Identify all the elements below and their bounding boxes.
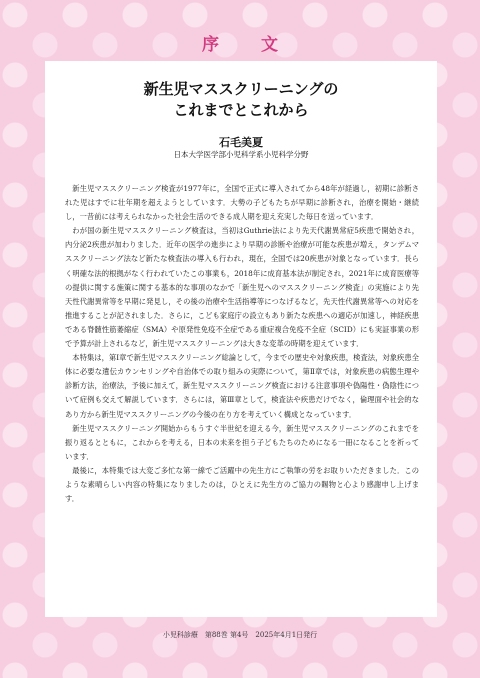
title-line-1: 新生児マススクリーニングの	[143, 80, 339, 98]
paragraph: 最後に，本特集では大変ご多忙な第一線でご活躍中の先生方にご執筆の労をお取りいただきました．このような素晴らしい内容の特集になりましたのは，ひとえに先生方のご協力の賜物と心より感謝申し上げます．	[65, 465, 419, 504]
paragraph: 新生児マススクリーニング開始からもうすぐ半世紀を迎える今，新生児マススクリーニングのこれまでを振り返るとともに，これからを考える，日本の未来を担う子どもたちのためになる一冊になることを祈っています．	[65, 423, 419, 461]
paragraph: 本特集は，第Ⅰ章で新生児マススクリーニング総論として，今までの歴史や対象疾患，検査法，対象疾患全体に必要な遺伝カウンセリングや自治体での取り組みの実際について，第Ⅱ章では，対象疾患の病態生理や診断方法，治療法，予後に加えて，新生児マススクリーニング検査における注意事項や偽陽性・偽陰性について症例も交えて解説しています．さらには，第Ⅲ章として，検査法や疾患だけでなく，倫理面や社会的なあり方から新生児マススクリーニングの今後の在り方を考えていく構成となっています．	[65, 353, 419, 419]
section-heading: 序 文	[202, 35, 296, 55]
author-affiliation: 日本大学医学部小児科学系小児科学分野	[173, 150, 309, 159]
body-text	[65, 182, 419, 506]
author-name: 石毛美夏	[219, 136, 263, 149]
paragraph: わが国の新生児マススクリーニング検査は，当初はGuthrie法により先天代謝異常症5疾患で開始され，内分泌2疾患が加わりました．近年の医学の進歩により早期の診断や治療が可能な疾患が増え，タンデムマススクリーニング法など新たな検査法の導入も行われ，現在，全国では20疾患が対象となっています．長らく明確な法的根拠がなく行われていたこの事業も，2018年に成育基本法が制定され，2021年に成育医療等の提供に関する施策に関する基本的な事項のなかで「新生児へのマススクリーニング検査」の実施により先天性代謝異常等を早期に発見し，その後の治療や生活指導等につなげるなど，先天性代謝異常等への対応を推進することが記されました．さらに，こども家庭庁の設立もあり新たな疾患への適応が加速し，神経疾患である脊髄性筋萎縮症（SMA）や原発性免疫不全症である重症複合免疫不全症（SCID）にも実証事業の形で予算が計上されるなど，新生児マススクリーニングは大きな変革の時期を迎えています．	[65, 226, 419, 349]
content-panel	[45, 61, 437, 617]
article-title	[45, 79, 437, 121]
journal-footer: 小児科診療 第88巻 第4号 2025年4月1日発行	[162, 631, 318, 639]
paragraph: 新生児マススクリーニング検査が1977年に，全国で正式に導入されてから48年が経過し，初期に診断された児はすでに壮年期を超えようとしています．大勢の子どもたちが早期に診断され，治療を開始・継続し，一昔前には考えられなかった社会生活のできる成人期を迎え充実した毎日を送っています．	[65, 184, 419, 222]
title-line-2: これまでとこれから	[173, 101, 309, 119]
